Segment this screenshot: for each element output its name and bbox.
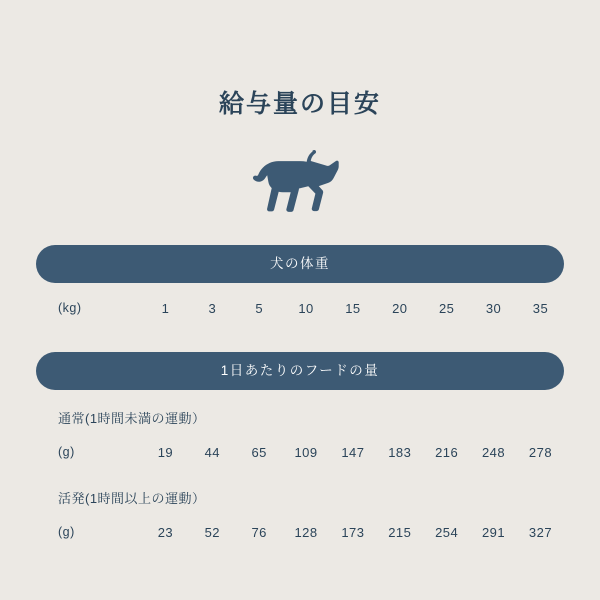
active-value: 254	[435, 524, 459, 540]
weight-value: 25	[438, 300, 455, 316]
weight-table	[36, 289, 564, 326]
active-unit: (g)	[58, 525, 75, 539]
active-value: 76	[251, 524, 267, 540]
normal-activity-label: 通常(1時間未満の運動）	[58, 410, 206, 426]
active-value: 291	[481, 524, 506, 540]
active-activity-label: 活発(1時間以上の運動）	[58, 490, 206, 506]
normal-value: 109	[294, 444, 318, 460]
weight-value: 20	[392, 300, 408, 316]
band-daily-food-amount: 1日あたりのフードの量	[36, 352, 564, 390]
weight-value: 15	[345, 300, 361, 316]
weight-value: 5	[255, 300, 264, 316]
normal-value: 19	[157, 444, 174, 460]
normal-unit: (g)	[58, 445, 75, 459]
normal-activity-table	[36, 433, 564, 470]
active-value: 23	[157, 524, 174, 540]
weight-value: 3	[208, 300, 217, 316]
normal-value: 248	[481, 444, 506, 460]
weight-value: 30	[485, 300, 502, 316]
active-value: 215	[388, 524, 412, 540]
active-value: 327	[528, 524, 553, 540]
table-row	[36, 289, 564, 326]
weight-value: 10	[298, 300, 314, 316]
weight-value: 35	[532, 300, 549, 316]
weight-value: 1	[161, 300, 170, 316]
band-dog-weight: 犬の体重	[36, 245, 564, 283]
page-title: 給与量の目安	[218, 90, 381, 118]
table-row	[36, 433, 564, 470]
normal-value: 65	[251, 444, 267, 460]
active-value: 52	[204, 524, 221, 540]
normal-value: 44	[204, 444, 221, 460]
normal-value: 278	[528, 444, 553, 460]
active-value: 173	[341, 524, 365, 540]
table-row	[36, 513, 564, 550]
normal-value: 183	[388, 444, 412, 460]
dog-silhouette-icon	[36, 143, 564, 221]
normal-value: 147	[341, 444, 365, 460]
weight-unit: (kg)	[58, 301, 82, 315]
active-activity-table	[36, 513, 564, 550]
active-value: 128	[294, 524, 318, 540]
normal-value: 216	[435, 444, 459, 460]
